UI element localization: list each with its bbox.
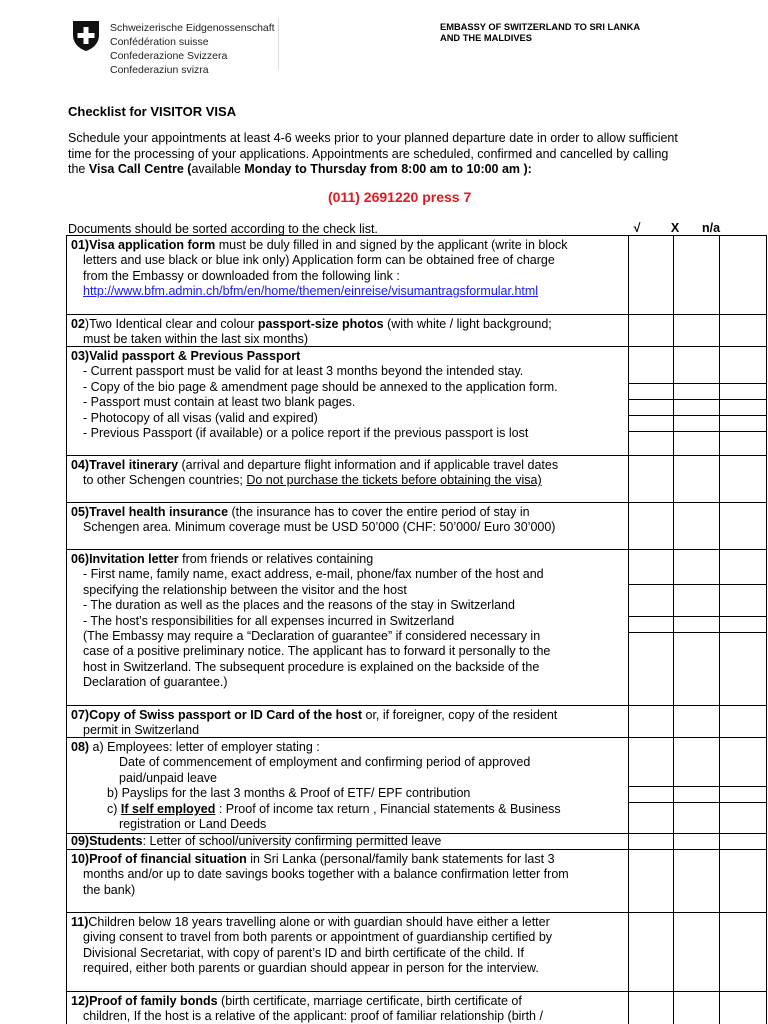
row-subdivider (629, 616, 767, 617)
checklist-row-12 (67, 992, 767, 1024)
embassy-line-2: AND THE MALDIVES (440, 33, 532, 43)
confederation-names (110, 21, 275, 77)
confederation-name-it: Confederazione Svizzera (110, 50, 228, 62)
row-description: 07)Copy of Swiss passport or ID Card of the host or, if foreigner, copy of the resident permit in Switzerland (67, 706, 629, 737)
checkbox-yes[interactable] (629, 706, 674, 737)
row-subdivider (629, 415, 767, 416)
row-subdivider (629, 802, 767, 803)
checkbox-yes[interactable] (629, 456, 674, 502)
call-hours: Monday to Thursday from 8:00 am to 10:00 am (244, 162, 521, 176)
row-description: 02)Two Identical clear and colour passport-size photos (with white / light background; must be taken within the last six months) (67, 315, 629, 346)
row-description: 10)Proof of financial situation in Sri Lanka (personal/family bank statements for last 3 months and/or up to date savings books together with a balance confirmation letter from the bank) (67, 850, 629, 912)
row-description: 03)Valid passport & Previous Passport - Current passport must be valid for at least 3 months beyond the intended stay. - Copy of the bio page & amendment page should be annexed to the application form. - Passport must contain at least two blank pages. - Photocopy of all visas (valid and expired) - Previous Passport (if available) or a police report if the previous passport is lost (67, 347, 629, 455)
checklist-table (66, 235, 767, 1024)
checkbox-no[interactable] (674, 850, 720, 912)
checkbox-no[interactable] (674, 315, 720, 346)
row-description: 11)Children below 18 years travelling alone or with guardian should have either a letter giving consent to travel from both parents or appointment of guardianship certified by Divisional Secretariat, with copy of parent’s ID and birth certificate of the child. If required, either both parents or guardian should appear in person for the interview. (67, 913, 629, 991)
checklist-row-01 (67, 236, 767, 315)
row-description: 04)Travel itinerary (arrival and departure flight information and if applicable travel dates to other Schengen countries; Do not purchase the tickets before obtaining the visa) (67, 456, 629, 502)
checkbox-yes[interactable] (629, 315, 674, 346)
embassy-line-1: EMBASSY OF SWITZERLAND TO SRI LANKA (440, 22, 641, 32)
embassy-name (440, 22, 640, 44)
checkbox-na[interactable] (720, 550, 767, 705)
intro-line: the Visa Call Centre (available Monday to Thursday from 8:00 am to 10:00 am ): (68, 162, 532, 176)
checkbox-no[interactable] (674, 503, 720, 549)
phone-number: (011) 2691220 press 7 (328, 189, 472, 205)
confederation-name-fr: Confédération suisse (110, 36, 209, 48)
checkbox-na[interactable] (720, 834, 767, 849)
checklist-row-11 (67, 913, 767, 992)
checkbox-no[interactable] (674, 992, 720, 1024)
visa-call-centre: Visa Call Centre (88, 162, 184, 176)
checkbox-no[interactable] (674, 706, 720, 737)
checkbox-na[interactable] (720, 456, 767, 502)
row-description: 09)Students: Letter of school/university confirming permitted leave (67, 834, 629, 849)
checkbox-na[interactable] (720, 850, 767, 912)
checkbox-yes[interactable] (629, 550, 674, 705)
checklist-row-04 (67, 456, 767, 503)
column-header-na: n/a (701, 221, 721, 235)
header-divider (278, 18, 279, 70)
column-header-no: X (670, 221, 680, 235)
row-description: 12)Proof of family bonds (birth certificate, marriage certificate, birth certificate of children, If the host is a relative of the applicant: proof of familiar relationship (birth / (67, 992, 629, 1024)
checkbox-na[interactable] (720, 347, 767, 455)
row-description: 08) a) Employees: letter of employer stating : Date of commencement of employment and confirming period of approved paid/unpaid leave b) Payslips for the last 3 months & Proof of ETF/ EPF contribution c) If self employed : Proof of income tax return , Financial statements & Business registration or Land Deeds (67, 738, 629, 833)
checkbox-na[interactable] (720, 992, 767, 1024)
swiss-shield-icon (72, 20, 100, 52)
checklist-row-03 (67, 347, 767, 456)
row-subdivider (629, 399, 767, 400)
checkbox-yes[interactable] (629, 913, 674, 991)
checkbox-na[interactable] (720, 236, 767, 314)
checkbox-no[interactable] (674, 236, 720, 314)
checklist-row-08 (67, 738, 767, 834)
checkbox-yes[interactable] (629, 503, 674, 549)
checkbox-no[interactable] (674, 550, 720, 705)
row-subdivider (629, 584, 767, 585)
checklist-row-02 (67, 315, 767, 347)
row-description: 05)Travel health insurance (the insurance has to cover the entire period of stay in Schengen area. Minimum coverage must be USD 50’000 (CHF: 50’000/ Euro 30’000) (67, 503, 629, 549)
row-subdivider (629, 786, 767, 787)
confederation-name-rm: Confederaziun svizra (110, 64, 209, 76)
row-subdivider (629, 383, 767, 384)
checkbox-yes[interactable] (629, 236, 674, 314)
row-description: 06)Invitation letter from friends or relatives containing - First name, family name, exact address, e-mail, phone/fax number of the host and specifying the relationship between the visitor and the host - The duration as well as the places and the reasons of the stay in Switzerland - The host’s responsibilities for all expenses incurred in Switzerland (The Embassy may require a “Declaration of guarantee” if considered necessary in case of a positive preliminary notice. The applicant has to forward it personally to the host in Switzerland. The subsequent procedure is explained on the backside of the Declaration of guarantee.) (67, 550, 629, 705)
checklist-row-06 (67, 550, 767, 706)
column-header-yes: √ (633, 221, 641, 235)
confederation-name-de: Schweizerische Eidgenossenschaft (110, 22, 275, 34)
checkbox-na[interactable] (720, 315, 767, 346)
checkbox-yes[interactable] (629, 834, 674, 849)
page-title: Checklist for VISITOR VISA (68, 104, 237, 119)
checklist-row-07 (67, 706, 767, 738)
checkbox-yes[interactable] (629, 992, 674, 1024)
checkbox-yes[interactable] (629, 347, 674, 455)
intro-line: time for the processing of your applications. Appointments are scheduled, confirmed and cancelled by calling (68, 146, 669, 161)
sort-note: Documents should be sorted according to the check list. (68, 222, 378, 236)
checklist-row-05 (67, 503, 767, 550)
row-subdivider (629, 431, 767, 432)
intro-paragraph (68, 131, 768, 178)
checkbox-na[interactable] (720, 706, 767, 737)
checkbox-na[interactable] (720, 503, 767, 549)
row-subdivider (629, 632, 767, 633)
checklist-row-09 (67, 834, 767, 850)
checkbox-na[interactable] (720, 913, 767, 991)
checkbox-no[interactable] (674, 834, 720, 849)
row-description: 01)Visa application form must be duly filled in and signed by the applicant (write in block letters and use black or blue ink only) Application form can be obtained free of charge from the Embassy or downloaded from the following link : http://www.bfm.admin.ch/bfm/en/home/themen/einreise/visumantragsformular.html (67, 236, 629, 314)
checkbox-yes[interactable] (629, 850, 674, 912)
checkbox-no[interactable] (674, 913, 720, 991)
checkbox-no[interactable] (674, 347, 720, 455)
intro-line: Schedule your appointments at least 4-6 weeks prior to your planned departure date in order to allow sufficient (68, 131, 678, 145)
checkbox-no[interactable] (674, 456, 720, 502)
application-form-link[interactable]: http://www.bfm.admin.ch/bfm/en/home/themen/einreise/visumantragsformular.html (83, 284, 539, 299)
checklist-row-10 (67, 850, 767, 913)
